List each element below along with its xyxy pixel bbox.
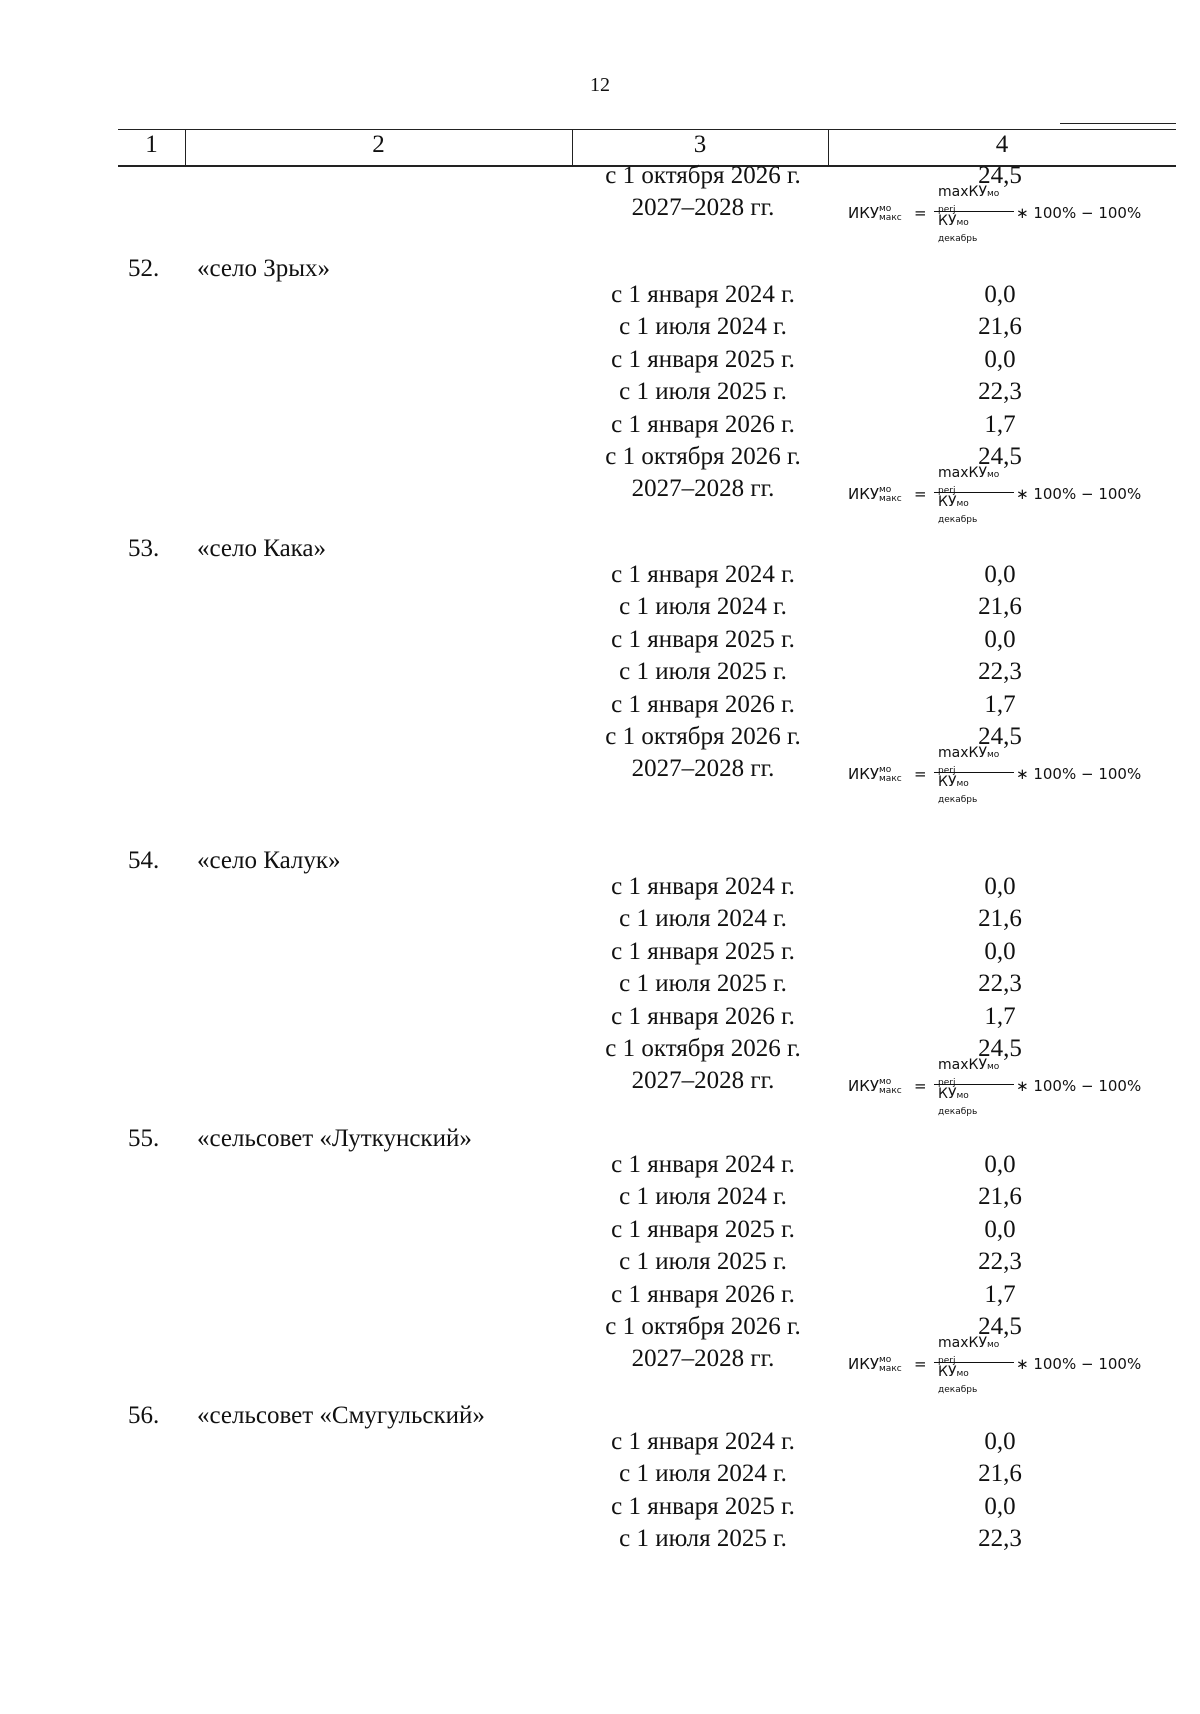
group-name: «село Зрых» xyxy=(197,255,331,282)
formula-rhs: ∗ 100% − 100% xyxy=(1016,204,1142,223)
row-date: с 1 октября 2026 г. xyxy=(605,1035,801,1062)
row-date: с 1 июля 2025 г. xyxy=(619,658,787,686)
formula-lhs-base: ИКУ xyxy=(848,485,880,504)
formula-num-sup: мо xyxy=(986,1062,1000,1073)
formula-lhs-sup: мо xyxy=(879,764,892,775)
formula-den-base: КУ xyxy=(938,1086,957,1103)
header-col-4: 4 xyxy=(995,131,1009,158)
row-value: 24,5 xyxy=(978,162,1022,189)
formula-num-base: maxКУ xyxy=(938,184,987,201)
row-value: 21,6 xyxy=(978,313,1022,341)
row-date: с 1 января 2024 г. xyxy=(611,1428,795,1455)
formula-rhs: ∗ 100% − 100% xyxy=(1016,485,1142,504)
row-value: 22,3 xyxy=(978,970,1022,998)
formula-lhs-sub: макс xyxy=(879,493,902,504)
row-value: 24,5 xyxy=(978,723,1022,750)
row-date: с 1 июля 2025 г. xyxy=(619,970,787,998)
formula-equals: = xyxy=(914,1355,927,1374)
group-number: 53. xyxy=(128,535,160,562)
fraction-bar xyxy=(934,772,1014,773)
header-col-1: 1 xyxy=(145,131,158,158)
row-value: 22,3 xyxy=(978,378,1022,406)
group-number: 55. xyxy=(128,1125,160,1152)
row-date: с 1 января 2024 г. xyxy=(611,1151,795,1178)
row-value: 1,7 xyxy=(984,1002,1016,1030)
fraction-bar xyxy=(934,1084,1014,1085)
formula-den-sub: декабрь xyxy=(938,234,978,245)
row-date: с 1 июля 2024 г. xyxy=(619,313,787,341)
row-date: с 1 июля 2024 г. xyxy=(619,1460,787,1488)
row-date: с 1 января 2026 г. xyxy=(611,1002,795,1030)
formula-equals: = xyxy=(914,765,927,784)
formula-num-sup: мо xyxy=(986,750,1000,761)
row-value: 0,0 xyxy=(984,873,1016,900)
formula-den-sup: мо xyxy=(956,1369,969,1380)
row-value: 1,7 xyxy=(984,690,1016,718)
formula xyxy=(848,465,1158,526)
row-value: 22,3 xyxy=(978,1248,1022,1276)
row-date: с 1 января 2025 г. xyxy=(611,1492,795,1520)
row-date: с 1 октября 2026 г. xyxy=(605,723,801,750)
formula-den-base: КУ xyxy=(938,494,957,511)
group-number: 52. xyxy=(128,255,160,282)
row-value: 0,0 xyxy=(984,345,1016,373)
formula-lhs-base: ИКУ xyxy=(848,204,880,223)
row-date: с 1 июля 2024 г. xyxy=(619,1183,787,1211)
row-value: 0,0 xyxy=(984,1215,1016,1243)
formula xyxy=(848,745,1158,806)
row-date: с 1 января 2026 г. xyxy=(611,410,795,438)
row-value: 21,6 xyxy=(978,593,1022,621)
row-value: 0,0 xyxy=(984,625,1016,653)
formula-equals: = xyxy=(914,485,927,504)
row-date: 2027–2028 гг. xyxy=(631,194,775,222)
formula-lhs xyxy=(848,204,902,223)
row-value: 0,0 xyxy=(984,281,1016,308)
group-name: «сельсовет «Луткунский» xyxy=(197,1125,472,1152)
formula-num-sub: perj xyxy=(938,1078,956,1089)
row-value: 24,5 xyxy=(978,443,1022,470)
formula-den-base: КУ xyxy=(938,774,957,791)
row-value: 1,7 xyxy=(984,1280,1016,1308)
formula-lhs xyxy=(848,485,902,504)
formula-lhs xyxy=(848,765,902,784)
formula-lhs xyxy=(848,1355,902,1374)
row-value: 21,6 xyxy=(978,905,1022,933)
row-value: 1,7 xyxy=(984,410,1016,438)
row-value: 24,5 xyxy=(978,1313,1022,1340)
group-number: 56. xyxy=(128,1402,160,1429)
formula-denominator xyxy=(938,494,977,526)
formula xyxy=(848,1335,1158,1396)
formula-num-sup: мо xyxy=(986,189,1000,200)
group-name: «сельсовет «Смугульский» xyxy=(197,1402,485,1429)
formula-den-sub: декабрь xyxy=(938,795,978,806)
row-value: 21,6 xyxy=(978,1183,1022,1211)
row-date: с 1 января 2024 г. xyxy=(611,281,795,308)
formula-equals: = xyxy=(914,1077,927,1096)
row-date: с 1 января 2025 г. xyxy=(611,937,795,965)
group-name: «село Кака» xyxy=(197,535,327,562)
formula-denominator xyxy=(938,213,977,245)
formula-lhs-base: ИКУ xyxy=(848,765,880,784)
formula xyxy=(848,184,1158,245)
formula-den-sub: декабрь xyxy=(938,1107,978,1118)
formula-den-base: КУ xyxy=(938,1364,957,1381)
row-date: с 1 января 2024 г. xyxy=(611,873,795,900)
row-date: с 1 июля 2025 г. xyxy=(619,1248,787,1276)
fraction-bar xyxy=(934,211,1014,212)
row-date: с 1 января 2026 г. xyxy=(611,690,795,718)
row-date: с 1 июля 2025 г. xyxy=(619,1525,787,1553)
formula-lhs-sub: макс xyxy=(879,1363,902,1374)
row-value: 0,0 xyxy=(984,1492,1016,1520)
formula-den-sup: мо xyxy=(956,499,969,510)
formula-lhs-sup: мо xyxy=(879,203,892,214)
row-value: 24,5 xyxy=(978,1035,1022,1062)
row-date: с 1 октября 2026 г. xyxy=(605,1313,801,1340)
formula-rhs: ∗ 100% − 100% xyxy=(1016,1077,1142,1096)
row-date: с 1 января 2025 г. xyxy=(611,1215,795,1243)
fraction-bar xyxy=(934,492,1014,493)
formula-denominator xyxy=(938,1364,977,1396)
row-date: 2027–2028 гг. xyxy=(631,1067,775,1095)
row-date: с 1 января 2024 г. xyxy=(611,561,795,588)
row-date: с 1 января 2026 г. xyxy=(611,1280,795,1308)
formula-equals: = xyxy=(914,204,927,223)
row-value: 22,3 xyxy=(978,658,1022,686)
formula-num-base: maxКУ xyxy=(938,1335,987,1352)
row-date: 2027–2028 гг. xyxy=(631,475,775,503)
formula-lhs-base: ИКУ xyxy=(848,1077,880,1096)
formula-num-base: maxКУ xyxy=(938,745,987,762)
formula-den-sup: мо xyxy=(956,779,969,790)
formula-num-sup: мо xyxy=(986,470,1000,481)
formula-num-sub: perj xyxy=(938,205,956,216)
formula-den-sub: декабрь xyxy=(938,1385,978,1396)
row-value: 0,0 xyxy=(984,937,1016,965)
header-col-2: 2 xyxy=(372,131,385,158)
row-date: с 1 июля 2024 г. xyxy=(619,905,787,933)
row-date: с 1 января 2025 г. xyxy=(611,625,795,653)
formula-lhs-sub: макс xyxy=(879,773,902,784)
row-value: 0,0 xyxy=(984,561,1016,588)
formula-lhs-sup: мо xyxy=(879,484,892,495)
formula-num-base: maxКУ xyxy=(938,465,987,482)
row-date: с 1 января 2025 г. xyxy=(611,345,795,373)
formula-num-sub: perj xyxy=(938,486,956,497)
formula-denominator xyxy=(938,1086,977,1118)
formula xyxy=(848,1057,1158,1118)
formula-den-sub: декабрь xyxy=(938,515,978,526)
row-date: 2027–2028 гг. xyxy=(631,755,775,783)
formula-num-base: maxКУ xyxy=(938,1057,987,1074)
formula-num-sub: perj xyxy=(938,766,956,777)
formula-den-base: КУ xyxy=(938,213,957,230)
row-value: 22,3 xyxy=(978,1525,1022,1553)
formula-lhs xyxy=(848,1077,902,1096)
formula-lhs-sup: мо xyxy=(879,1076,892,1087)
page-number: 12 xyxy=(590,74,610,96)
row-value: 0,0 xyxy=(984,1151,1016,1178)
formula-rhs: ∗ 100% − 100% xyxy=(1016,1355,1142,1374)
header-col-3: 3 xyxy=(693,131,707,158)
row-date: с 1 июля 2025 г. xyxy=(619,378,787,406)
fraction-bar xyxy=(934,1362,1014,1363)
formula-lhs-sub: макс xyxy=(879,1085,902,1096)
formula-lhs-sub: макс xyxy=(879,212,902,223)
group-number: 54. xyxy=(128,847,160,874)
header-top-rule xyxy=(118,129,1176,130)
formula-lhs-base: ИКУ xyxy=(848,1355,880,1374)
formula-denominator xyxy=(938,774,977,806)
formula-rhs: ∗ 100% − 100% xyxy=(1016,765,1142,784)
row-date: с 1 июля 2024 г. xyxy=(619,593,787,621)
row-date: с 1 октября 2026 г. xyxy=(605,162,801,189)
header-top-rule-right xyxy=(1060,123,1176,124)
row-date: 2027–2028 гг. xyxy=(631,1345,775,1373)
formula-den-sup: мо xyxy=(956,1091,969,1102)
formula-lhs-sup: мо xyxy=(879,1354,892,1365)
formula-den-sup: мо xyxy=(956,218,969,229)
formula-num-sup: мо xyxy=(986,1340,1000,1351)
row-value: 21,6 xyxy=(978,1460,1022,1488)
formula-num-sub: perj xyxy=(938,1356,956,1367)
row-date: с 1 октября 2026 г. xyxy=(605,443,801,470)
row-value: 0,0 xyxy=(984,1428,1016,1455)
group-name: «село Калук» xyxy=(197,847,341,874)
